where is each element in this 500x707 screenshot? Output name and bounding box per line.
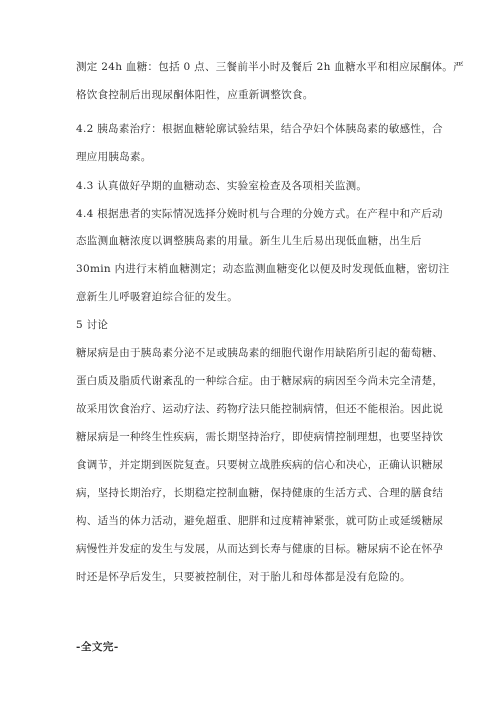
text-line: 糖尿病是由于胰岛素分泌不足或胰岛素的细胞代谢作用缺陷所引起的葡萄糖、 <box>76 347 444 359</box>
end-of-document-mark: -全文完- <box>76 641 119 653</box>
text-line: 蛋白质及脂质代谢紊乱的一种综合症。由于糖尿病的病因至今尚未完全清楚， <box>76 375 444 387</box>
section-4-3-line: 4.3 认真做好孕期的血糖动态、实验室检查及各项相关监测。 <box>76 180 368 192</box>
text-line: 理应用胰岛素。 <box>76 151 152 163</box>
section-4-2-line: 4.2 胰岛素治疗：根据血糖轮廓试验结果，结合孕妇个体胰岛素的敏感性，合 <box>76 123 443 135</box>
text-line: 糖尿病是一种终生性疾病，需长期坚持治疗，即使病情控制理想，也要坚持饮 <box>76 431 444 443</box>
text-line: 构、适当的体力活动，避免超重、肥胖和过度精神紧张，就可防止或延缓糖尿 <box>76 515 444 527</box>
text-line: 时还是怀孕后发生，只要被控制住，对于胎儿和母体都是没有危险的。 <box>76 571 411 583</box>
section-4-4-line: 4.4 根据患者的实际情况选择分娩时机与合理的分娩方式。在产程中和产后动 <box>76 208 443 220</box>
text-line: 食调节，并定期到医院复查。只要树立战胜疾病的信心和决心，正确认识糖尿 <box>76 459 444 471</box>
text-line: 30min 内进行末梢血糖测定；动态监测血糖变化以便及时发现低血糖，密切注 <box>76 263 450 275</box>
text-line: 测定 24h 血糖：包括 0 点、三餐前半小时及餐后 2h 血糖水平和相应尿酮体。严 <box>76 61 464 73</box>
text-line: 病慢性并发症的发生与发展，从而达到长寿与健康的目标。糖尿病不论在怀孕 <box>76 543 444 555</box>
section-heading-discussion: 5 讨论 <box>76 319 109 331</box>
text-line: 意新生儿呼吸窘迫综合征的发生。 <box>76 291 238 303</box>
text-line: 态监测血糖浓度以调整胰岛素的用量。新生儿生后易出现低血糖，出生后 <box>76 235 422 247</box>
text-line: 病，坚持长期治疗，长期稳定控制血糖，保持健康的生活方式、合理的膳食结 <box>76 487 444 499</box>
text-line: 故采用饮食治疗、运动疗法、药物疗法只能控制病情，但还不能根治。因此说 <box>76 403 444 415</box>
text-line: 格饮食控制后出现尿酮体阳性，应重新调整饮食。 <box>76 89 314 101</box>
